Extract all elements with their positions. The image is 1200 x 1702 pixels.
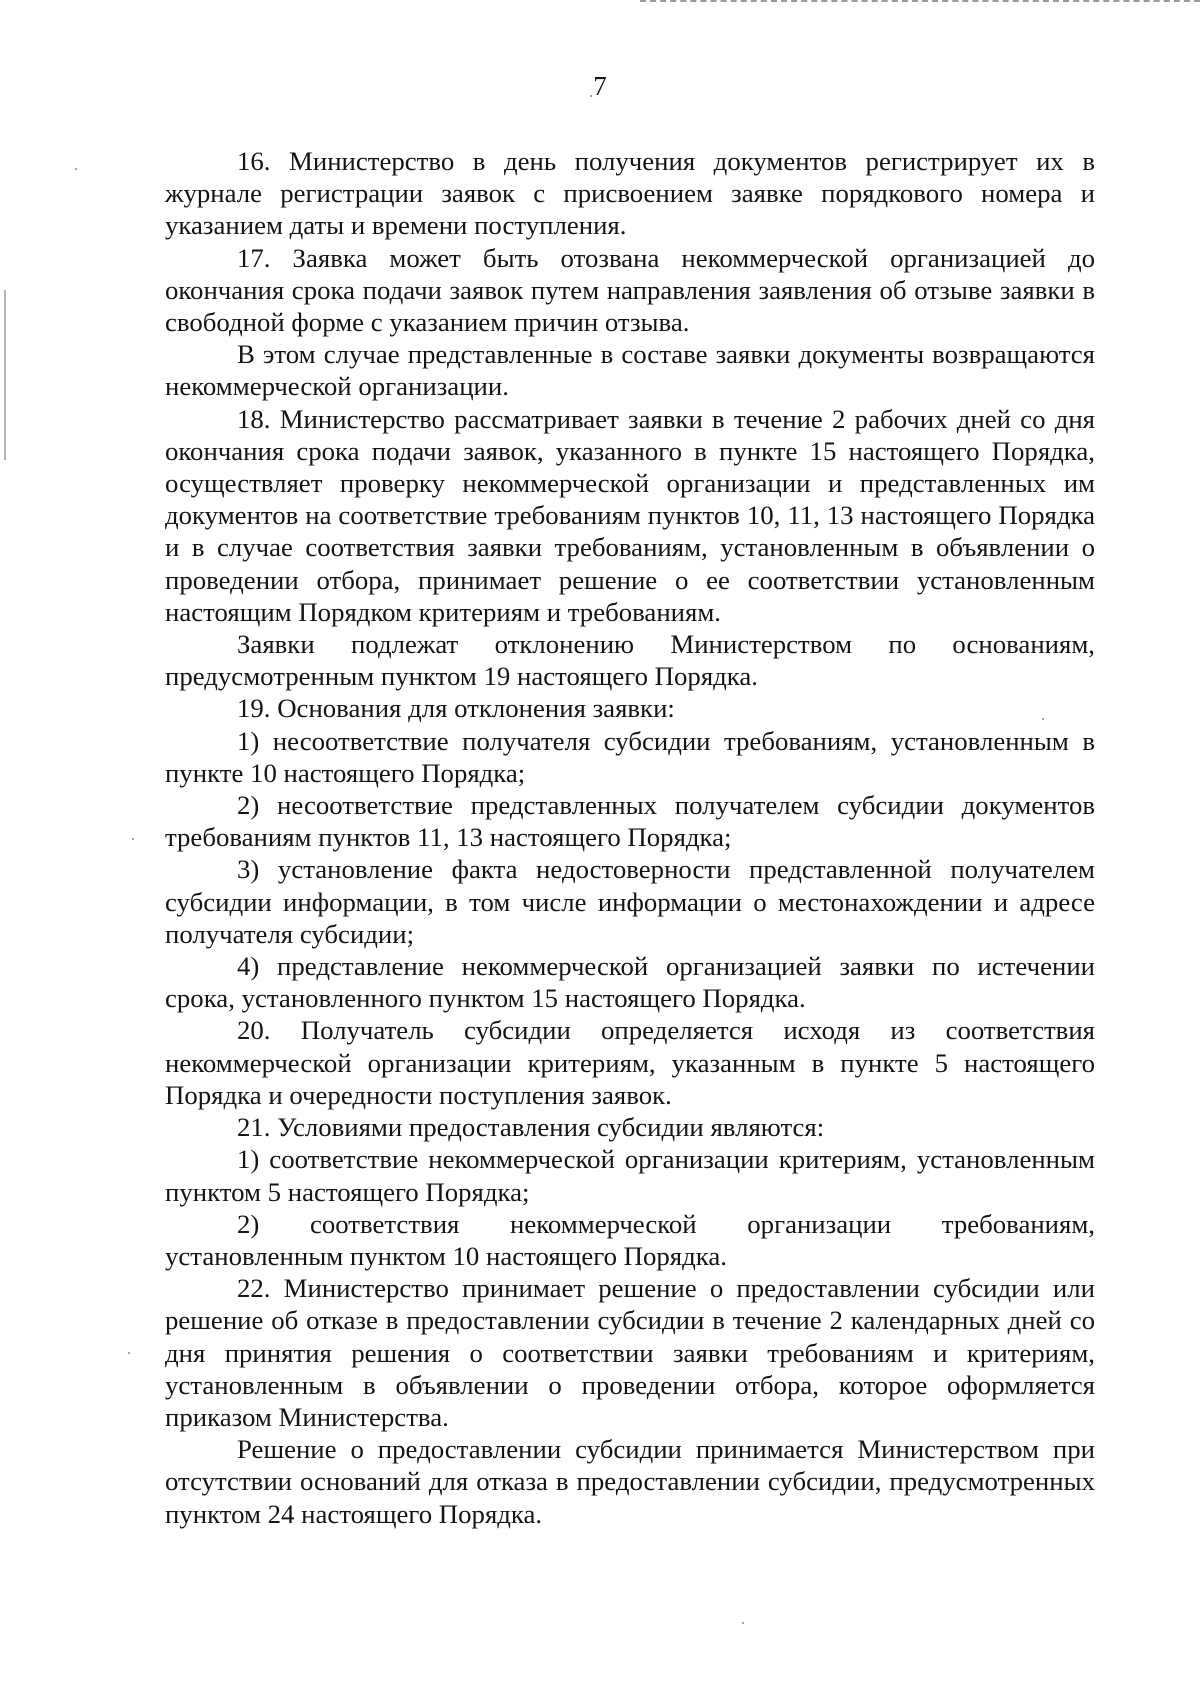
paragraph: Решение о предоставлении субсидии принимается Министерством при отсутствии оснований для отказа в предоставлении субсидии, предусмотренных пунктом 24 настоящего Порядка. — [165, 1434, 1095, 1529]
paragraph: 2) несоответствие представленных получателем субсидии документов требованиям пунктов 11, 13 настоящего Порядка; — [165, 790, 1095, 853]
paragraph: 3) установление факта недостоверности представленной получателем субсидии информации, в том числе информации о местонахождении и адресе получателя субсидии; — [165, 854, 1095, 949]
scan-speck — [75, 168, 77, 170]
paragraph: В этом случае представленные в составе заявки документы возвращаются некоммерческой организации. — [165, 339, 1095, 402]
scan-speck — [132, 838, 134, 840]
paragraph: 4) представление некоммерческой организацией заявки по истечении срока, установленного пунктом 15 настоящего Порядка. — [165, 951, 1095, 1014]
paragraph: 22. Министерство принимает решение о предоставлении субсидии или решение об отказе в предоставлении субсидии в течение 2 календарных дней со дня принятия решения о соответствии заявки требованиям и критериям, установленным в объявлении о проведении отбора, которое оформляется приказом Министерства. — [165, 1273, 1095, 1432]
paragraph: 2) соответствия некоммерческой организации требованиям, установленным пунктом 10 настоящего Порядка. — [165, 1208, 1095, 1271]
scan-edge-left — [4, 290, 6, 460]
paragraph: 19. Основания для отклонения заявки: — [237, 693, 675, 724]
scan-edge-top — [640, 0, 1200, 2]
document-body — [165, 145, 1095, 1530]
paragraph: 16. Министерство в день получения документов регистрирует их в журнале регистрации заявок с присвоением заявке порядкового номера и указанием даты и времени поступления. — [165, 146, 1095, 241]
page-number: 7 — [593, 71, 607, 101]
paragraph: Заявки подлежат отклонению Министерством по основаниям, предусмотренным пунктом 19 настоящего Порядка. — [165, 629, 1095, 692]
paragraph: 18. Министерство рассматривает заявки в течение 2 рабочих дней со дня окончания срока подачи заявок, указанного в пункте 15 настоящего Порядка, осуществляет проверку некоммерческой организации и представленных им документов на соответствие требованиям пунктов 10, 11, 13 настоящего Порядка и в случае соответствия заявки требованиям, установленным в объявлении о проведении отбора, принимает решение о ее соответствии установленным настоящим Порядком критериям и требованиям. — [165, 403, 1095, 627]
paragraph: 1) несоответствие получателя субсидии требованиям, установленным в пункте 10 настоящего Порядка; — [165, 725, 1095, 788]
scan-speck — [128, 1352, 130, 1354]
paragraph: 20. Получатель субсидии определяется исходя из соответствия некоммерческой организации критериям, указанным в пункте 5 настоящего Порядка и очередности поступления заявок. — [165, 1015, 1095, 1110]
paragraph: 17. Заявка может быть отозвана некоммерческой организацией до окончания срока подачи заявок путем направления заявления об отзыве заявки в свободной форме с указанием причин отзыва. — [165, 242, 1095, 338]
paragraph: 1) соответствие некоммерческой организации критериям, установленным пунктом 5 настоящего Порядка; — [165, 1144, 1095, 1207]
scan-speck — [742, 1622, 744, 1624]
paragraph: 21. Условиями предоставления субсидии являются: — [237, 1112, 825, 1143]
